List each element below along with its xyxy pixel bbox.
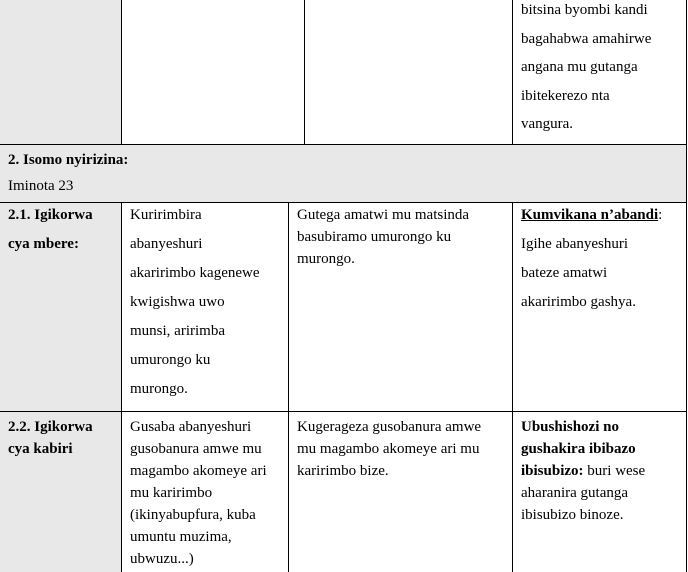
row2-teacher-line: (ikinyabupfura, kuba (130, 507, 256, 523)
row1-teacher-line: abanyeshuri (130, 236, 203, 252)
row2-teacher-line: gusobanura amwe mu (130, 441, 262, 457)
row2-step-cell (0, 411, 122, 572)
row2-teacher-line: magambo akomeye ari (130, 463, 267, 479)
row2-step-line: cya kabiri (8, 441, 73, 457)
row2-competence-bold-line: gushakira ibibazo (521, 441, 636, 457)
competence-title: Kumvikana n’abandi (521, 207, 659, 223)
row2-step-line: 2.2. Igikorwa (8, 419, 93, 435)
row1-competence-line: akaririmbo gashya. (521, 294, 636, 310)
row1-competence-cell (512, 202, 687, 412)
row1-competence-line: Igihe abanyeshuri (521, 236, 629, 252)
section-header-cell (0, 144, 687, 203)
competence-rest: buri wese (583, 463, 646, 479)
row1-teacher-line: murongo. (130, 381, 188, 397)
row2-teacher-line: mu karirimbo (130, 485, 213, 501)
row2-learner-cell (288, 411, 513, 572)
section-title: 2. Isomo nyirizina: (8, 152, 129, 168)
row1-teacher-line: kwigishwa uwo (130, 294, 225, 310)
row1-learner-line: basubiramo umurongo ku (297, 229, 452, 245)
row1-step-line: cya mbere: (8, 236, 79, 252)
competence-colon: : (658, 207, 663, 223)
row0-competence-line: ibitekerezo nta (521, 87, 610, 104)
row2-learner-line: karirimbo bize. (297, 463, 389, 479)
row1-teacher-line: akaririmbo kagenewe (130, 265, 260, 281)
row1-teacher-line: Kuririmbira (130, 207, 202, 223)
row0-competence-cell (512, 0, 687, 145)
row0-competence-line: vangura. (521, 116, 574, 132)
row1-teacher-line: umurongo ku (130, 352, 211, 368)
row1-learner-line: Gutega amatwi mu matsinda (297, 207, 470, 223)
row1-competence-line: bateze amatwi (521, 265, 608, 281)
row1-step-cell (0, 202, 122, 412)
row2-learner-line: Kugerageza gusobanura amwe (297, 419, 482, 435)
section-duration: Iminota 23 (8, 178, 74, 194)
row1-teacher-line: munsi, aririmba (130, 323, 225, 339)
row2-teacher-line: Gusaba abanyeshuri (130, 419, 252, 435)
row2-teacher-line: ubwuzu...) (130, 551, 194, 567)
row1-learner-cell (288, 202, 513, 412)
row2-teacher-cell (121, 411, 289, 572)
row0-competence-line: angana mu gutanga (521, 59, 638, 75)
row0-step-cell (0, 0, 122, 145)
row2-teacher-line: umuntu muzima, (130, 529, 232, 545)
row2-learner-line: mu magambo akomeye ari mu (297, 441, 480, 457)
row1-competence-heading (521, 201, 680, 230)
row1-learner-line: murongo. (297, 251, 355, 267)
row0-competence-line: bitsina byombi kandi (521, 2, 648, 18)
row0-teacher-cell (121, 0, 305, 145)
row2-competence-mixed-line (521, 460, 680, 482)
row1-step-line: 2.1. Igikorwa (8, 207, 93, 223)
row2-competence-bold-line: Ubushishozi no (521, 419, 619, 435)
row2-competence-line: ibisubizo binoze. (521, 507, 624, 523)
row2-competence-cell (512, 411, 687, 572)
row0-learner-cell (304, 0, 513, 145)
row2-competence-line: aharanira gutanga (521, 485, 629, 501)
row1-teacher-cell (121, 202, 289, 412)
competence-keyword: ibisubizo: (521, 463, 584, 479)
row0-competence-line: bagahabwa amahirwe (521, 30, 652, 47)
